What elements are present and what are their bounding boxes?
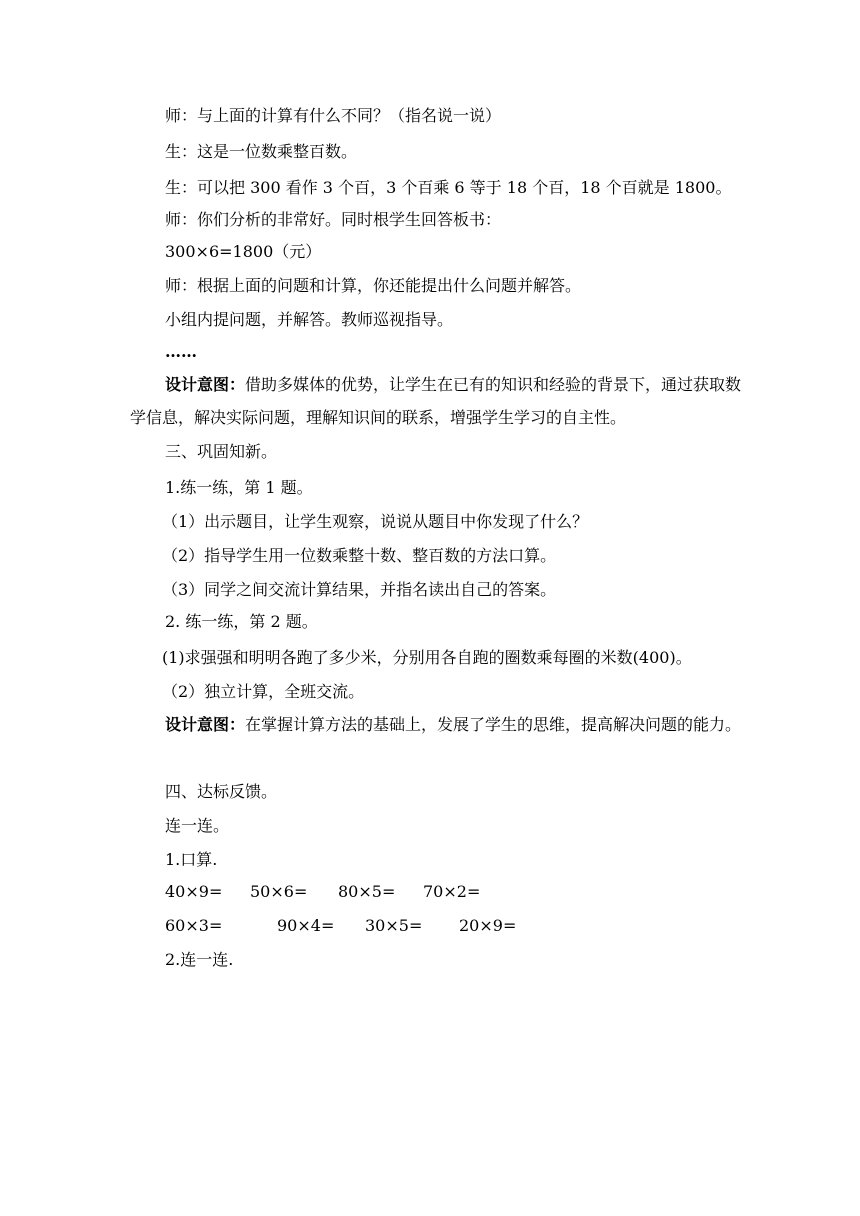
calc-item: 40×9= xyxy=(165,882,223,901)
calc-item: 50×6= xyxy=(250,882,308,901)
calc-item: 90×4= xyxy=(277,916,335,935)
calc-row xyxy=(165,916,565,938)
section-heading: 三、巩固知新。 xyxy=(165,442,278,461)
text-line: 小组内提问题，并解答。教师巡视指导。 xyxy=(165,310,454,329)
exercise-step: （3）同学之间交流计算结果，并指名读出自己的答案。 xyxy=(162,580,557,599)
calc-row xyxy=(165,882,565,904)
text-line: 师：根据上面的问题和计算，你还能提出什么问题并解答。 xyxy=(165,276,582,295)
calc-item: 80×5= xyxy=(338,882,396,901)
question-title: 1.口算. xyxy=(165,850,218,869)
calc-item: 70×2= xyxy=(423,882,481,901)
design-intent-label: 设计意图： xyxy=(165,715,246,734)
question-title: 2.连一连. xyxy=(165,950,234,969)
exercise-step: （2）指导学生用一位数乘整十数、整百数的方法口算。 xyxy=(162,546,557,565)
text-line: 连一连。 xyxy=(165,816,230,835)
design-intent-label: 设计意图： xyxy=(165,375,246,394)
text-line: 300×6=1800（元） xyxy=(165,242,322,261)
text-line: 师：与上面的计算有什么不同？（指名说一说） xyxy=(165,106,502,125)
section-heading: 四、达标反馈。 xyxy=(165,782,278,801)
design-intent-paragraph xyxy=(130,708,745,741)
text-line: 师：你们分析的非常好。同时根学生回答板书： xyxy=(165,210,502,229)
design-intent-text: 借助多媒体的优势，让学生在已有的知识和经验的背景下，通过获取数学信息，解决实际问题，理解知识间的联系，增强学生学习的自主性。 xyxy=(130,375,742,427)
exercise-step: （1）出示题目，让学生观察，说说从题目中你发现了什么？ xyxy=(162,512,589,531)
text-line: 生：可以把 300 看作 3 个百，3 个百乘 6 等于 18 个百，18 个百就是 1800。 xyxy=(165,178,732,197)
ellipsis: …… xyxy=(165,342,197,361)
exercise-step: （2）独立计算，全班交流。 xyxy=(162,682,365,701)
design-intent-text: 在掌握计算方法的基础上，发展了学生的思维，提高解决问题的能力。 xyxy=(245,715,742,734)
exercise-step: (1)求强强和明明各跑了多少米，分别用各自跑的圈数乘每圈的米数(400)。 xyxy=(162,648,692,667)
calc-item: 20×9= xyxy=(459,916,517,935)
exercise-title: 2. 练一练，第 2 题。 xyxy=(165,612,318,631)
calc-item: 60×3= xyxy=(165,916,223,935)
design-intent-paragraph xyxy=(130,368,745,434)
text-line: 生：这是一位数乘整百数。 xyxy=(165,142,358,161)
calc-item: 30×5= xyxy=(365,916,423,935)
exercise-title: 1.练一练，第 1 题。 xyxy=(165,478,313,497)
